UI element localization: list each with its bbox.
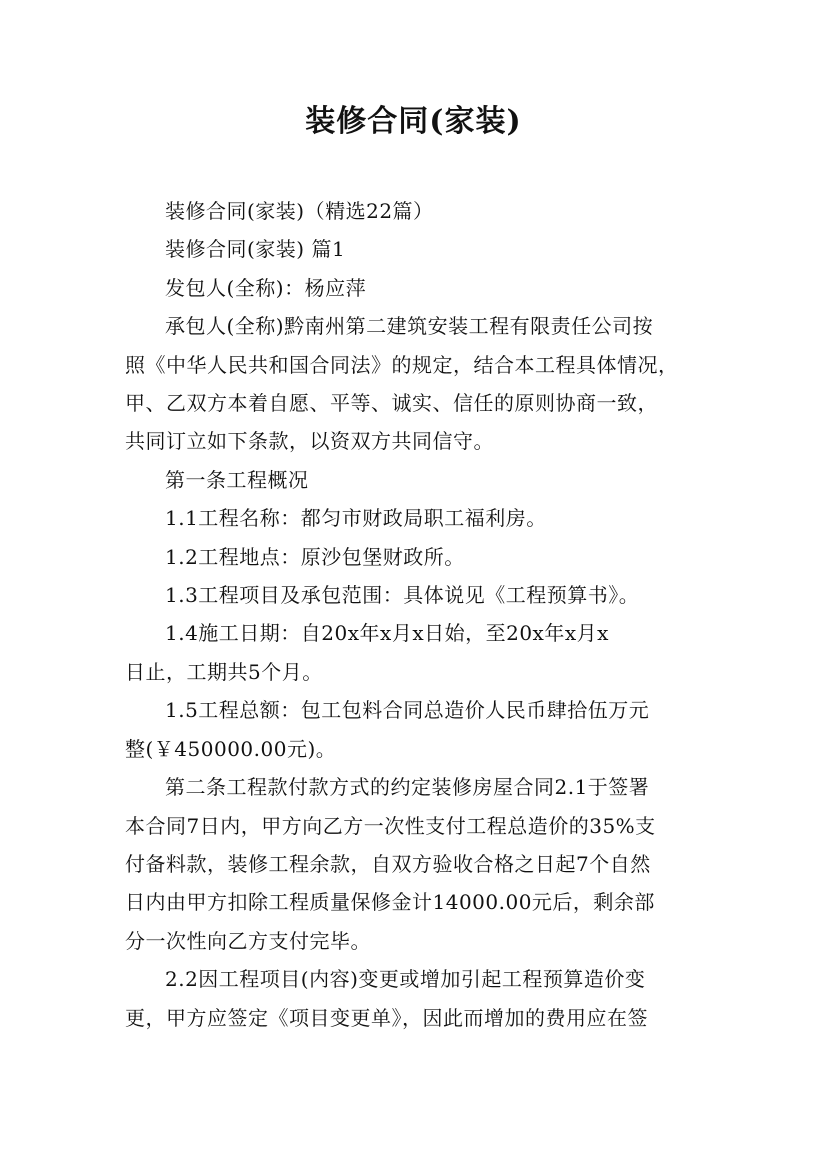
paragraph bbox=[125, 768, 705, 960]
paragraph bbox=[125, 538, 705, 576]
text-line: 日止，工期共5个月。 bbox=[125, 659, 323, 684]
paragraph bbox=[125, 307, 705, 461]
document-body bbox=[125, 192, 705, 1037]
text-line: 1.3工程项目及承包范围：具体说见《工程预算书》。 bbox=[165, 583, 640, 608]
text-line: 1.4施工日期：自20x年x月x日始，至20x年x月x bbox=[165, 621, 609, 646]
text-line: 本合同7日内，甲方向乙方一次性支付工程总造价的35%支 bbox=[125, 813, 656, 838]
text-line: 发包人(全称)：杨应萍 bbox=[165, 275, 367, 300]
paragraph bbox=[125, 461, 705, 499]
text-line: 日内由甲方扣除工程质量保修金计14000.00元后，剩余部 bbox=[125, 890, 655, 915]
text-line: 第一条工程概况 bbox=[165, 467, 309, 492]
text-line: 承包人(全称)黔南州第二建筑安装工程有限责任公司按 bbox=[165, 314, 654, 339]
paragraph bbox=[125, 499, 705, 537]
paragraph bbox=[125, 691, 705, 768]
text-line: 照《中华人民共和国合同法》的规定，结合本工程具体情况， bbox=[125, 352, 679, 377]
text-line: 第二条工程款付款方式的约定装修房屋合同2.1于签署 bbox=[165, 775, 650, 800]
paragraph bbox=[125, 614, 705, 691]
text-line: 装修合同(家装)（精选22篇） bbox=[165, 199, 434, 223]
text-line: 1.2工程地点：原沙包堡财政所。 bbox=[165, 544, 465, 569]
paragraph bbox=[125, 960, 705, 1037]
paragraph bbox=[125, 269, 705, 307]
text-line: 装修合同(家装) 篇1 bbox=[165, 237, 346, 262]
text-line: 共同订立如下条款，以资双方共同信守。 bbox=[125, 429, 494, 454]
paragraph bbox=[125, 192, 705, 230]
text-line: 付备料款，装修工程余款，自双方验收合格之日起7个自然 bbox=[125, 851, 651, 876]
text-line: 2.2因工程项目(内容)变更或增加引起工程预算造价变 bbox=[165, 967, 646, 992]
text-line: 更，甲方应签定《项目变更单》，因此而增加的费用应在签 bbox=[125, 1005, 648, 1030]
text-line: 1.5工程总额：包工包料合同总造价人民币肆拾伍万元 bbox=[165, 698, 650, 723]
document-title: 装修合同(家装) bbox=[305, 104, 522, 139]
paragraph bbox=[125, 230, 705, 268]
text-line: 分一次性向乙方支付完毕。 bbox=[125, 928, 371, 953]
paragraph bbox=[125, 576, 705, 614]
text-line: 1.1工程名称：都匀市财政局职工福利房。 bbox=[165, 506, 547, 531]
text-line: 整(￥450000.00元)。 bbox=[125, 736, 337, 761]
text-line: 甲、乙双方本着自愿、平等、诚实、信任的原则协商一致， bbox=[125, 391, 658, 416]
